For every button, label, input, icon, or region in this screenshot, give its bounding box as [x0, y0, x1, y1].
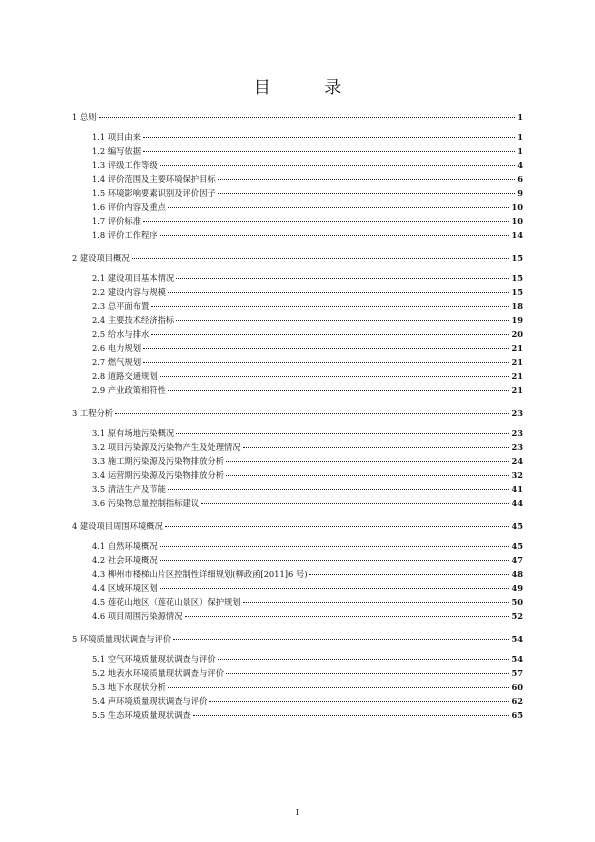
- toc-entry-page-number: 15: [511, 273, 523, 283]
- toc-entry-label: 1 总则: [72, 112, 97, 122]
- toc-entry-label: 2.5 给水与排水: [92, 329, 150, 339]
- toc-entry-page-number: 20: [511, 329, 523, 339]
- toc-dot-leader: [143, 348, 509, 349]
- toc-entry-page-number: 15: [511, 287, 523, 297]
- toc-dot-leader: [168, 207, 510, 208]
- toc-section-entry[interactable]: [72, 228, 523, 242]
- toc-section-entry[interactable]: [72, 567, 523, 581]
- toc-entry-label: 2.6 电力规划: [92, 343, 142, 353]
- toc-entry-label: 4.3 柳州市楼梯山片区控制性详细规划(柳政函[2011]6 号): [92, 569, 308, 579]
- toc-dot-leader: [209, 701, 509, 702]
- toc-entry-page-number: 23: [511, 442, 523, 452]
- toc-section-entry[interactable]: [72, 299, 523, 313]
- toc-entry-page-number: 60: [511, 682, 523, 692]
- toc-entry-label: 2.4 主要技术经济指标: [92, 315, 175, 325]
- toc-entry-label: 1.1 项目由来: [92, 132, 142, 142]
- toc-entry-label: 1.6 评价内容及重点: [92, 202, 166, 212]
- toc-entry-label: 2.3 总平面布置: [92, 301, 150, 311]
- toc-entry-page-number: 1: [517, 132, 523, 142]
- toc-chapter-entry[interactable]: [72, 632, 523, 646]
- toc-dot-leader: [143, 362, 509, 363]
- toc-dot-leader: [168, 390, 510, 391]
- toc-entry-page-number: 10: [511, 202, 523, 212]
- toc-entry-label: 4.2 社会环境概况: [92, 555, 158, 565]
- toc-entry-label: 3.6 污染物总量控制指标建议: [92, 498, 200, 508]
- toc-dot-leader: [168, 489, 510, 490]
- toc-entry-page-number: 65: [511, 710, 523, 720]
- toc-dot-leader: [201, 503, 509, 504]
- toc-entry-label: 5.3 地下水现状分析: [92, 682, 166, 692]
- toc-entry-page-number: 62: [511, 696, 523, 706]
- toc-dot-leader: [243, 447, 510, 448]
- toc-section-entry[interactable]: [72, 708, 523, 722]
- toc-entry-label: 2.8 道路交通规划: [92, 371, 158, 381]
- footer-page-number: I: [295, 808, 300, 817]
- toc-section-entry[interactable]: [72, 285, 523, 299]
- toc-entry-label: 3.2 项目污染源及污染物产生及处理情况: [92, 442, 241, 452]
- toc-dot-leader: [218, 179, 516, 180]
- toc-section-entry[interactable]: [72, 271, 523, 285]
- toc-dot-leader: [160, 588, 510, 589]
- toc-entry-label: 2.7 燃气规划: [92, 357, 142, 367]
- toc-entry-label: 5.5 生态环境质量现状调查: [92, 710, 191, 720]
- toc-entry-label: 1.4 评价范围及主要环境保护目标: [92, 174, 216, 184]
- toc-entry-page-number: 10: [511, 216, 523, 226]
- toc-dot-leader: [160, 165, 516, 166]
- toc-entry-page-number: 9: [517, 188, 523, 198]
- toc-section-entry[interactable]: [72, 609, 523, 623]
- toc-dot-leader: [143, 137, 515, 138]
- toc-dot-leader: [168, 292, 510, 293]
- toc-dot-leader: [160, 546, 510, 547]
- toc-entry-label: 3.1 原有场地污染概况: [92, 428, 175, 438]
- toc-entry-page-number: 1: [517, 112, 523, 122]
- toc-section-entry[interactable]: [72, 496, 523, 510]
- toc-section-entry[interactable]: [72, 680, 523, 694]
- toc-section-entry[interactable]: [72, 186, 523, 200]
- toc-section-entry[interactable]: [72, 539, 523, 553]
- toc-entry-page-number: 45: [511, 521, 523, 531]
- toc-entry-page-number: 54: [511, 634, 523, 644]
- toc-entry-page-number: 21: [511, 357, 523, 367]
- toc-dot-leader: [115, 413, 509, 414]
- toc-dot-leader: [193, 715, 510, 716]
- toc-dot-leader: [176, 278, 509, 279]
- toc-entry-label: 3 工程分析: [72, 408, 114, 418]
- toc-dot-leader: [226, 673, 509, 674]
- toc-section-entry[interactable]: [72, 158, 523, 172]
- toc-dot-leader: [151, 306, 509, 307]
- toc-entry-page-number: 49: [511, 583, 523, 593]
- toc-section-entry[interactable]: [72, 666, 523, 680]
- toc-section-entry[interactable]: [72, 130, 523, 144]
- toc-chapter-entry[interactable]: [72, 251, 523, 265]
- toc-dot-leader: [309, 574, 509, 575]
- toc-dot-leader: [226, 461, 509, 462]
- toc-entry-page-number: 21: [511, 371, 523, 381]
- toc-dot-leader: [168, 687, 510, 688]
- toc-entry-page-number: 54: [511, 654, 523, 664]
- toc-section-entry[interactable]: [72, 200, 523, 214]
- toc-entry-page-number: 45: [511, 541, 523, 551]
- toc-entry-label: 5 环境质量现状调查与评价: [72, 634, 172, 644]
- toc-section-entry[interactable]: [72, 468, 523, 482]
- toc-entry-label: 2 建设项目概况: [72, 253, 130, 263]
- toc-dot-leader: [176, 320, 509, 321]
- toc-entry-label: 4.4 区域环境区划: [92, 583, 158, 593]
- toc-section-entry[interactable]: [72, 355, 523, 369]
- toc-entry-label: 3.3 施工期污染源及污染物排放分析: [92, 456, 224, 466]
- toc-entry-page-number: 24: [511, 456, 523, 466]
- toc-dot-leader: [132, 258, 510, 259]
- toc-entry-page-number: 21: [511, 343, 523, 353]
- toc-chapter-entry[interactable]: [72, 519, 523, 533]
- toc-chapter-entry[interactable]: [72, 406, 523, 420]
- toc-dot-leader: [99, 117, 516, 118]
- toc-dot-leader: [160, 235, 510, 236]
- toc-section-entry[interactable]: [72, 581, 523, 595]
- toc-dot-leader: [160, 376, 510, 377]
- page-title: 目 录: [253, 78, 366, 98]
- toc-entry-page-number: 19: [511, 315, 523, 325]
- toc-entry-page-number: 18: [511, 301, 523, 311]
- toc-dot-leader: [243, 602, 510, 603]
- toc-dot-leader: [160, 560, 510, 561]
- toc-entry-page-number: 48: [511, 569, 523, 579]
- toc-entry-page-number: 44: [511, 498, 523, 508]
- toc-section-entry[interactable]: [72, 694, 523, 708]
- toc-entry-label: 1.7 评价标准: [92, 216, 142, 226]
- toc-entry-label: 3.4 运营期污染源及污染物排放分析: [92, 470, 224, 480]
- toc-entry-page-number: 6: [517, 174, 523, 184]
- toc-entry-label: 4 建设项目周围环境概况: [72, 521, 163, 531]
- toc-entry-label: 5.4 声环境质量现状调查与评价: [92, 696, 208, 706]
- toc-section-entry[interactable]: [72, 440, 523, 454]
- toc-dot-leader: [173, 639, 509, 640]
- toc-dot-leader: [151, 334, 509, 335]
- toc-dot-leader: [185, 616, 510, 617]
- toc-entry-page-number: 15: [511, 253, 523, 263]
- toc-section-entry[interactable]: [72, 454, 523, 468]
- toc-entry-page-number: 32: [511, 470, 523, 480]
- toc-entry-page-number: 23: [511, 428, 523, 438]
- toc-dot-leader: [226, 475, 509, 476]
- toc-entry-page-number: 47: [511, 555, 523, 565]
- toc-entry-label: 4.5 莲花山地区（莲花山景区）保护规划: [92, 597, 241, 607]
- toc-section-entry[interactable]: [72, 383, 523, 397]
- toc-section-entry[interactable]: [72, 214, 523, 228]
- toc-dot-leader: [176, 433, 509, 434]
- toc-entry-label: 5.2 地表水环境质量现状调查与评价: [92, 668, 224, 678]
- toc-section-entry[interactable]: [72, 482, 523, 496]
- toc-dot-leader: [143, 151, 515, 152]
- toc-entry-label: 3.5 清洁生产及节能: [92, 484, 166, 494]
- toc-entry-page-number: 21: [511, 385, 523, 395]
- toc-entry-label: 5.1 空气环境质量现状调查与评价: [92, 654, 216, 664]
- toc-entry-page-number: 4: [517, 160, 523, 170]
- toc-section-entry[interactable]: [72, 341, 523, 355]
- toc-entry-label: 2.9 产业政策相符性: [92, 385, 166, 395]
- toc-entry-label: 1.3 评级工作等级: [92, 160, 158, 170]
- toc-entry-page-number: 1: [517, 146, 523, 156]
- toc-dot-leader: [218, 659, 510, 660]
- toc-entry-page-number: 23: [511, 408, 523, 418]
- toc-entry-page-number: 50: [511, 597, 523, 607]
- toc-section-entry[interactable]: [72, 144, 523, 158]
- toc-section-entry[interactable]: [72, 595, 523, 609]
- toc-section-entry[interactable]: [72, 426, 523, 440]
- toc-section-entry[interactable]: [72, 652, 523, 666]
- toc-entry-label: 1.8 评价工作程序: [92, 230, 158, 240]
- toc-entry-page-number: 52: [511, 611, 523, 621]
- toc-section-entry[interactable]: [72, 313, 523, 327]
- toc-entry-label: 1.5 环境影响要素识别及评价因子: [92, 188, 216, 198]
- toc-entry-label: 4.1 自然环境概况: [92, 541, 158, 551]
- toc-dot-leader: [143, 221, 509, 222]
- toc-section-entry[interactable]: [72, 553, 523, 567]
- toc-section-entry[interactable]: [72, 172, 523, 186]
- toc-entry-label: 4.6 项目周围污染源情况: [92, 611, 183, 621]
- toc-section-entry[interactable]: [72, 327, 523, 341]
- toc-entry-page-number: 41: [511, 484, 523, 494]
- toc-entry-label: 1.2 编写依据: [92, 146, 142, 156]
- table-of-contents: [72, 110, 523, 722]
- toc-section-entry[interactable]: [72, 369, 523, 383]
- toc-dot-leader: [218, 193, 516, 194]
- toc-dot-leader: [165, 526, 510, 527]
- toc-chapter-entry[interactable]: [72, 110, 523, 124]
- toc-entry-label: 2.1 建设项目基本情况: [92, 273, 175, 283]
- toc-entry-label: 2.2 建设内容与规模: [92, 287, 166, 297]
- toc-entry-page-number: 57: [511, 668, 523, 678]
- toc-entry-page-number: 14: [511, 230, 523, 240]
